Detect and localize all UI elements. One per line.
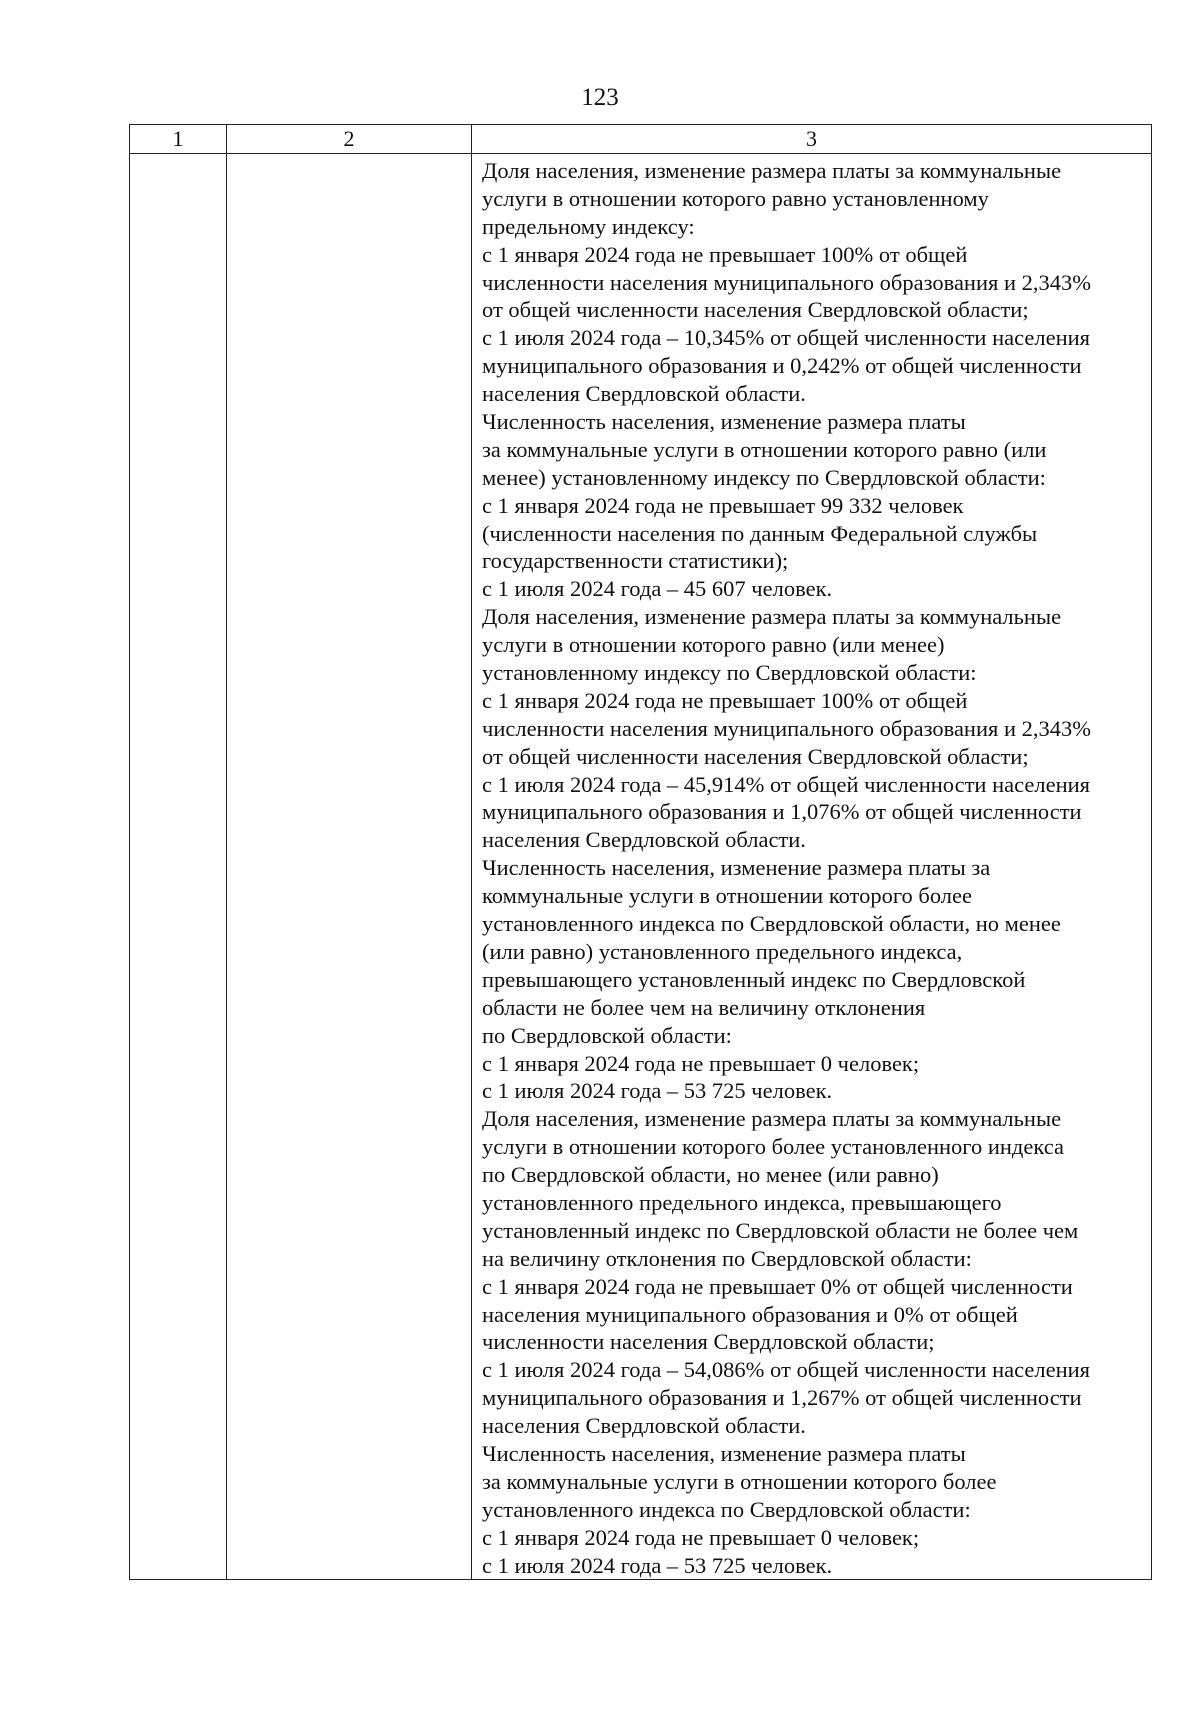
page-number: 123 <box>581 84 619 111</box>
text-line: с 1 июля 2024 года – 54,086% от общей численности населения <box>482 1357 1090 1383</box>
text-line: установленного индекса по Свердловской области, но менее <box>482 911 1061 937</box>
text-line: коммунальные услуги в отношении которого более <box>482 883 972 909</box>
text-line: услуги в отношении которого равно установленному <box>482 185 989 211</box>
text-line: государственности статистики); <box>482 548 789 574</box>
text-line: (или равно) установленного предельного индекса, <box>482 938 963 964</box>
text-line: населения Свердловской области. <box>482 381 806 407</box>
text-line: от общей численности населения Свердловской области; <box>482 743 1029 769</box>
text-line: от общей численности населения Свердловской области; <box>482 297 1029 323</box>
table-header-row <box>130 125 1152 154</box>
text-line: по Свердловской области, но менее (или равно) <box>482 1162 939 1188</box>
column-1-cell <box>130 154 227 1580</box>
column-3-cell <box>472 154 1152 1580</box>
text-line: Численность населения, изменение размера платы за <box>482 855 991 881</box>
text-line: установленного индекса по Свердловской области: <box>482 1496 971 1522</box>
text-line: численности населения муниципального образования и 2,343% <box>482 715 1092 741</box>
text-line: с 1 июля 2024 года – 53 725 человек. <box>482 1078 833 1104</box>
text-line: населения Свердловской области. <box>482 827 806 853</box>
text-line: с 1 января 2024 года не превышает 0% от общей численности <box>482 1273 1073 1299</box>
text-line: с 1 января 2024 года не превышает 99 332 человек <box>482 492 964 518</box>
text-line: с 1 июля 2024 года – 53 725 человек. <box>482 1552 833 1578</box>
column-2-cell <box>227 154 472 1580</box>
column-header-2: 2 <box>227 125 472 154</box>
text-line: за коммунальные услуги в отношении которого равно (или <box>482 436 1047 462</box>
text-line: услуги в отношении которого равно (или менее) <box>482 632 945 658</box>
text-line: Доля населения, изменение размера платы за коммунальные <box>482 604 1062 630</box>
text-line: установленному индексу по Свердловской области: <box>482 660 977 686</box>
text-line: на величину отклонения по Свердловской области: <box>482 1245 972 1271</box>
table-row <box>130 154 1152 1580</box>
text-line: по Свердловской области: <box>482 1022 732 1048</box>
text-line: с 1 января 2024 года не превышает 0 человек; <box>482 1050 920 1076</box>
document-table <box>129 124 1152 1580</box>
text-line: с 1 июля 2024 года – 45 607 человек. <box>482 576 833 602</box>
text-line: Доля населения, изменение размера платы за коммунальные <box>482 158 1062 183</box>
text-line: населения Свердловской области. <box>482 1413 806 1439</box>
text-line: населения муниципального образования и 0% от общей <box>482 1301 1018 1327</box>
text-line: Численность населения, изменение размера платы <box>482 409 966 435</box>
text-line: с 1 июля 2024 года – 10,345% от общей численности населения <box>482 325 1090 351</box>
text-line: численности населения Свердловской области; <box>482 1329 935 1355</box>
text-line: Численность населения, изменение размера платы <box>482 1440 966 1466</box>
text-line: Доля населения, изменение размера платы за коммунальные <box>482 1106 1062 1132</box>
text-line: муниципального образования и 0,242% от общей численности <box>482 353 1082 379</box>
text-line: за коммунальные услуги в отношении которого более <box>482 1468 997 1494</box>
text-line: с 1 января 2024 года не превышает 100% от общей <box>482 687 968 713</box>
text-line: предельному индексу: <box>482 213 695 239</box>
text-line: численности населения муниципального образования и 2,343% <box>482 269 1092 295</box>
text-line: муниципального образования и 1,076% от общей численности <box>482 799 1082 825</box>
text-line: с 1 января 2024 года не превышает 0 человек; <box>482 1524 920 1550</box>
text-line: менее) установленному индексу по Свердловской области: <box>482 464 1046 490</box>
text-line: (численности населения по данным Федеральной службы <box>482 520 1038 546</box>
text-line: превышающего установленный индекс по Свердловской <box>482 966 1026 992</box>
text-line: с 1 января 2024 года не превышает 100% от общей <box>482 241 968 267</box>
text-line: установленного предельного индекса, превышающего <box>482 1189 1002 1215</box>
text-line: с 1 июля 2024 года – 45,914% от общей численности населения <box>482 771 1090 797</box>
text-line: установленный индекс по Свердловской области не более чем <box>482 1217 1079 1243</box>
text-line: муниципального образования и 1,267% от общей численности <box>482 1385 1082 1411</box>
text-line: услуги в отношении которого более установленного индекса <box>482 1134 1064 1160</box>
column-header-1: 1 <box>130 125 227 154</box>
text-line: области не более чем на величину отклонения <box>482 994 926 1020</box>
column-header-3: 3 <box>472 125 1152 154</box>
